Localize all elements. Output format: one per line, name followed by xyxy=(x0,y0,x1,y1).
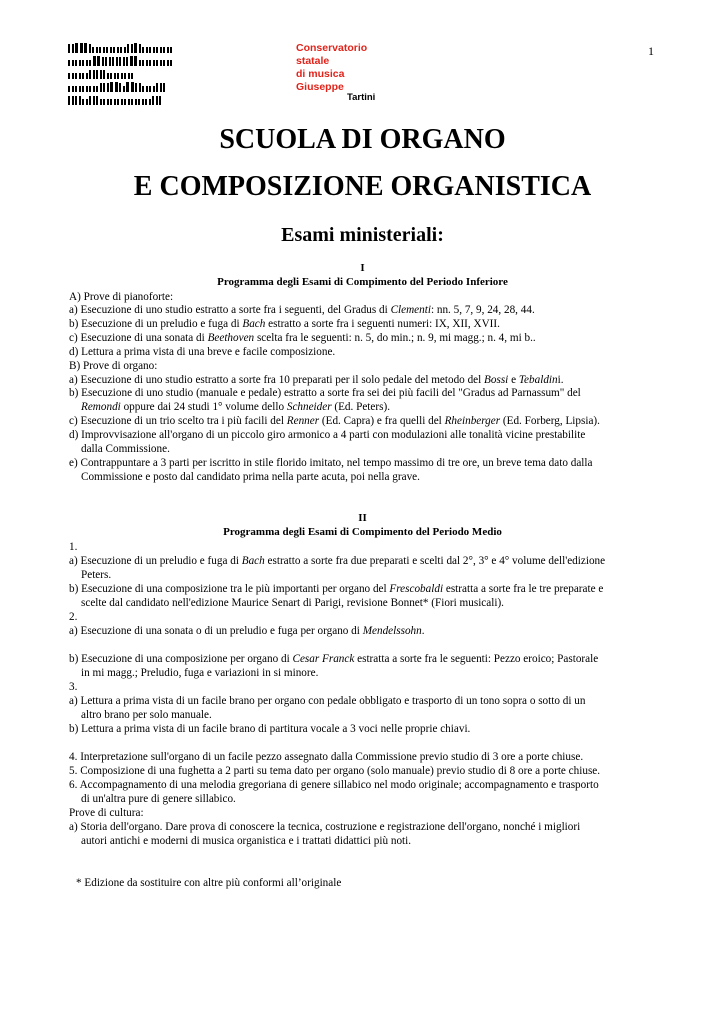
page-title-line1: SCUOLA DI ORGANO xyxy=(219,124,506,155)
text-line: dalla Commissione. xyxy=(81,443,170,455)
page-subtitle: Esami ministeriali: xyxy=(281,224,444,246)
section-numeral: I xyxy=(360,262,365,274)
text-line: di un'altra pure di genere sillabico. xyxy=(81,793,236,805)
text-line: Remondi oppure dai 24 studi 1° volume dello Schneider (Ed. Peters). xyxy=(81,401,390,413)
text-line: a) Esecuzione di uno studio estratto a sorte fra 10 preparati per il solo pedale del metodo del Bossi e Tebaldini. xyxy=(69,374,564,386)
text-line: Commissione e posto dal candidato prima nella parte acuta, poi nella grave. xyxy=(81,471,420,483)
institution-line: Giuseppe xyxy=(296,81,344,93)
text-line: c) Esecuzione di una sonata di Beethoven scelta fra le seguenti: n. 5, do min.; n. 9, mi magg.; n. 4, mi b.. xyxy=(69,332,536,344)
text-line: 5. Composizione di una fughetta a 2 parti su tema dato per organo (solo manuale) previo studio di 8 ore a porte chiuse. xyxy=(69,765,601,777)
text-line: b) Lettura a prima vista di un facile brano di partitura vocale a 3 voci nelle proprie chiavi. xyxy=(69,723,471,735)
text-line: Peters. xyxy=(81,569,112,581)
institution-surname: Tartini xyxy=(347,92,376,103)
institution-line: Conservatorio xyxy=(296,42,368,54)
text-line: d) Improvvisazione all'organo di un piccolo giro armonico a 4 parti con modulazioni alle tonalità vicine prestabilite xyxy=(69,429,586,441)
text-line: autori antichi e moderni di musica organistica e i trattati didattici più noti. xyxy=(81,835,412,847)
institution-line: di musica xyxy=(296,68,345,80)
section-title: Programma degli Esami di Compimento del Periodo Inferiore xyxy=(217,276,508,288)
text-line: B) Prove di organo: xyxy=(69,360,158,372)
text-line: b) Esecuzione di una composizione per organo di Cesar Franck estratta a sorte fra le seguenti: Pezzo eroico; Pastorale xyxy=(69,653,599,665)
institution-line: statale xyxy=(296,55,330,67)
text-line: b) Esecuzione di un preludio e fuga di Bach estratto a sorte fra i seguenti numeri: IX, XII, XVII. xyxy=(69,318,500,330)
text-line: 1. xyxy=(69,541,78,553)
section-title: Programma degli Esami di Compimento del Periodo Medio xyxy=(223,526,502,538)
conservatory-logo xyxy=(68,42,254,104)
text-line: A) Prove di pianoforte: xyxy=(69,291,174,303)
page-number: 1 xyxy=(648,44,654,58)
text-line: scelte dal candidato nell'edizione Maurice Senart di Parigi, revisione Bonnet* (Fiori musicali). xyxy=(81,597,504,609)
text-line: Prove di cultura: xyxy=(69,807,144,819)
section-numeral: II xyxy=(358,512,367,524)
text-line: 3. xyxy=(69,681,78,693)
text-line: 2. xyxy=(69,611,78,623)
page-title-line2: E COMPOSIZIONE ORGANISTICA xyxy=(133,171,592,202)
text-line: 6. Accompagnamento di una melodia gregoriana di genere sillabico nel modo originale; accompagnamento e trasporto xyxy=(69,779,599,791)
footnote: * Edizione da sostituire con altre più conformi all’originale xyxy=(76,877,342,889)
text-line: a) Lettura a prima vista di un facile brano per organo con pedale obbligato e trasporto di un tono sopra o sotto di un xyxy=(69,695,586,707)
text-line: b) Esecuzione di uno studio (manuale e pedale) estratto a sorte fra sei dei più facili del "Gradus ad Parnassum" del xyxy=(69,387,581,399)
text-line: b) Esecuzione di una composizione tra le più importanti per organo del Frescobaldi estratta a sorte fra le tre preparate e xyxy=(69,583,604,595)
text-line: a) Esecuzione di uno studio estratto a sorte fra i seguenti, del Gradus di Clementi: nn. 5, 7, 9, 24, 28, 44. xyxy=(69,304,535,316)
text-line: d) Lettura a prima vista di una breve e facile composizione. xyxy=(69,346,336,358)
institution-name xyxy=(296,42,367,94)
text-line: c) Esecuzione di un trio scelto tra i più facili del Renner (Ed. Capra) e fra quelli del Rheinberger (Ed. Forberg, Lipsia). xyxy=(69,415,600,427)
text-line: in mi magg.; Preludio, fuga e variazioni in si minore. xyxy=(81,667,319,679)
text-line: altro brano per solo manuale. xyxy=(81,709,212,721)
text-line: a) Esecuzione di un preludio e fuga di Bach estratto a sorte fra due preparati e scelti dal 2°, 3° e 4° volume dell'edizione xyxy=(69,555,606,567)
text-line: a) Storia dell'organo. Dare prova di conoscere la tecnica, costruzione e registrazione dell'organo, nonché i migliori xyxy=(69,821,581,833)
text-line: a) Esecuzione di una sonata o di un preludio e fuga per organo di Mendelssohn. xyxy=(69,625,425,637)
text-line: e) Contrappuntare a 3 parti per iscritto in stile florido imitato, nel tempo massimo di tre ore, un breve tema dato dalla xyxy=(69,457,593,469)
text-line: 4. Interpretazione sull'organo di un facile pezzo assegnato dalla Commissione previo studio di 3 ore a porte chiuse. xyxy=(69,751,584,763)
